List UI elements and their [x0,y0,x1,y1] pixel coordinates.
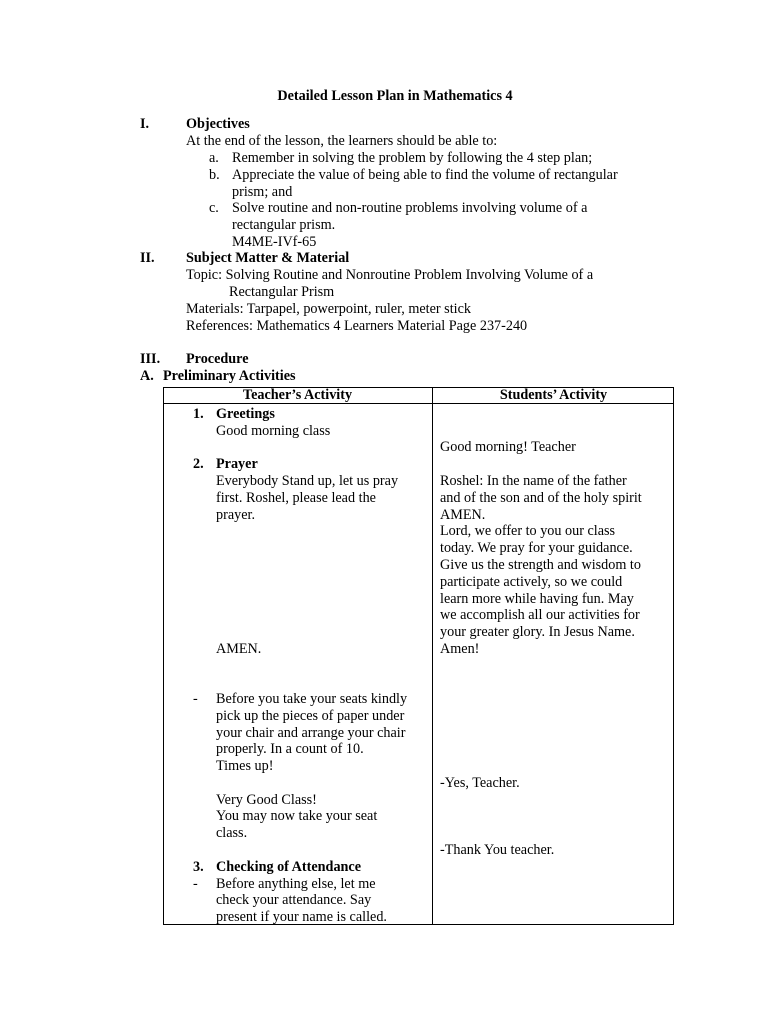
seats-line: properly. In a count of 10. [216,741,364,757]
student-yes-teacher: -Yes, Teacher. [440,775,520,791]
student-prayer-line: your greater glory. In Jesus Name. [440,624,635,640]
prayer-number: 2. [193,456,204,472]
attendance-number: 3. [193,859,204,875]
seats-dash: - [193,691,198,707]
student-prayer-line: we accomplish all our activities for [440,607,640,623]
section-heading-objectives: Objectives [186,116,250,132]
table-column-divider [432,387,433,925]
references-line: References: Mathematics 4 Learners Material Page 237-240 [186,318,528,334]
very-good-line: Very Good Class! [216,792,317,808]
objectives-intro: At the end of the lesson, the learners should be able to: [186,133,498,149]
objective-b-line: Appreciate the value of being able to find the volume of rectangular [232,167,618,183]
student-prayer-line: Lord, we offer to you our class [440,523,616,539]
section-heading-procedure: Procedure [186,351,249,367]
attendance-line: present if your name is called. [216,909,387,925]
student-greeting-reply: Good morning! Teacher [440,439,576,455]
student-prayer-line: Roshel: In the name of the father [440,473,627,489]
student-prayer-line: Give us the strength and wisdom to [440,557,641,573]
table-header-students: Students’ Activity [499,387,608,403]
greetings-number: 1. [193,406,204,422]
section-heading-subject: Subject Matter & Material [186,250,350,266]
objective-c-line: rectangular prism. [232,217,336,233]
subsection-marker: A. [140,368,154,384]
section-numeral-procedure: III. [140,351,161,367]
teacher-amen: AMEN. [216,641,262,657]
objective-marker-b: b. [209,167,220,183]
seats-line: Before you take your seats kindly [216,691,408,707]
prayer-heading: Prayer [216,456,258,472]
section-numeral-subject: II. [140,250,155,266]
objective-b-line: prism; and [232,184,293,200]
very-good-line: You may now take your seat [216,808,378,824]
attendance-line: Before anything else, let me [216,876,376,892]
teacher-prayer-line: Everybody Stand up, let us pray [216,473,399,489]
attendance-line: check your attendance. Say [216,892,372,908]
topic-line: Topic: Solving Routine and Nonroutine Problem Involving Volume of a [186,267,594,283]
table-header-teacher: Teacher’s Activity [242,387,353,403]
student-thank-you: -Thank You teacher. [440,842,555,858]
teacher-prayer-line: prayer. [216,507,255,523]
greetings-text: Good morning class [216,423,331,439]
very-good-line: class. [216,825,248,841]
seats-line: pick up the pieces of paper under [216,708,405,724]
student-prayer-line: Amen! [440,641,480,657]
student-prayer-line: participate actively, so we could [440,574,623,590]
objective-code: M4ME-IVf-65 [232,234,317,250]
objective-c-line: Solve routine and non-routine problems involving volume of a [232,200,588,216]
subsection-heading: Preliminary Activities [163,368,296,384]
attendance-dash: - [193,876,198,892]
student-prayer-line: AMEN. [440,507,486,523]
objective-a-line: Remember in solving the problem by following the 4 step plan; [232,150,593,166]
materials-line: Materials: Tarpapel, powerpoint, ruler, meter stick [186,301,471,317]
objective-marker-c: c. [209,200,219,216]
teacher-prayer-line: first. Roshel, please lead the [216,490,376,506]
seats-line: Times up! [216,758,274,774]
seats-line: your chair and arrange your chair [216,725,406,741]
student-prayer-line: learn more while having fun. May [440,591,634,607]
objective-marker-a: a. [209,150,219,166]
section-numeral-objectives: I. [140,116,150,132]
topic-line: Rectangular Prism [229,284,335,300]
student-prayer-line: today. We pray for your guidance. [440,540,633,556]
attendance-heading: Checking of Attendance [216,859,362,875]
greetings-heading: Greetings [216,406,275,422]
student-prayer-line: and of the son and of the holy spirit [440,490,642,506]
document-title: Detailed Lesson Plan in Mathematics 4 [277,88,513,104]
